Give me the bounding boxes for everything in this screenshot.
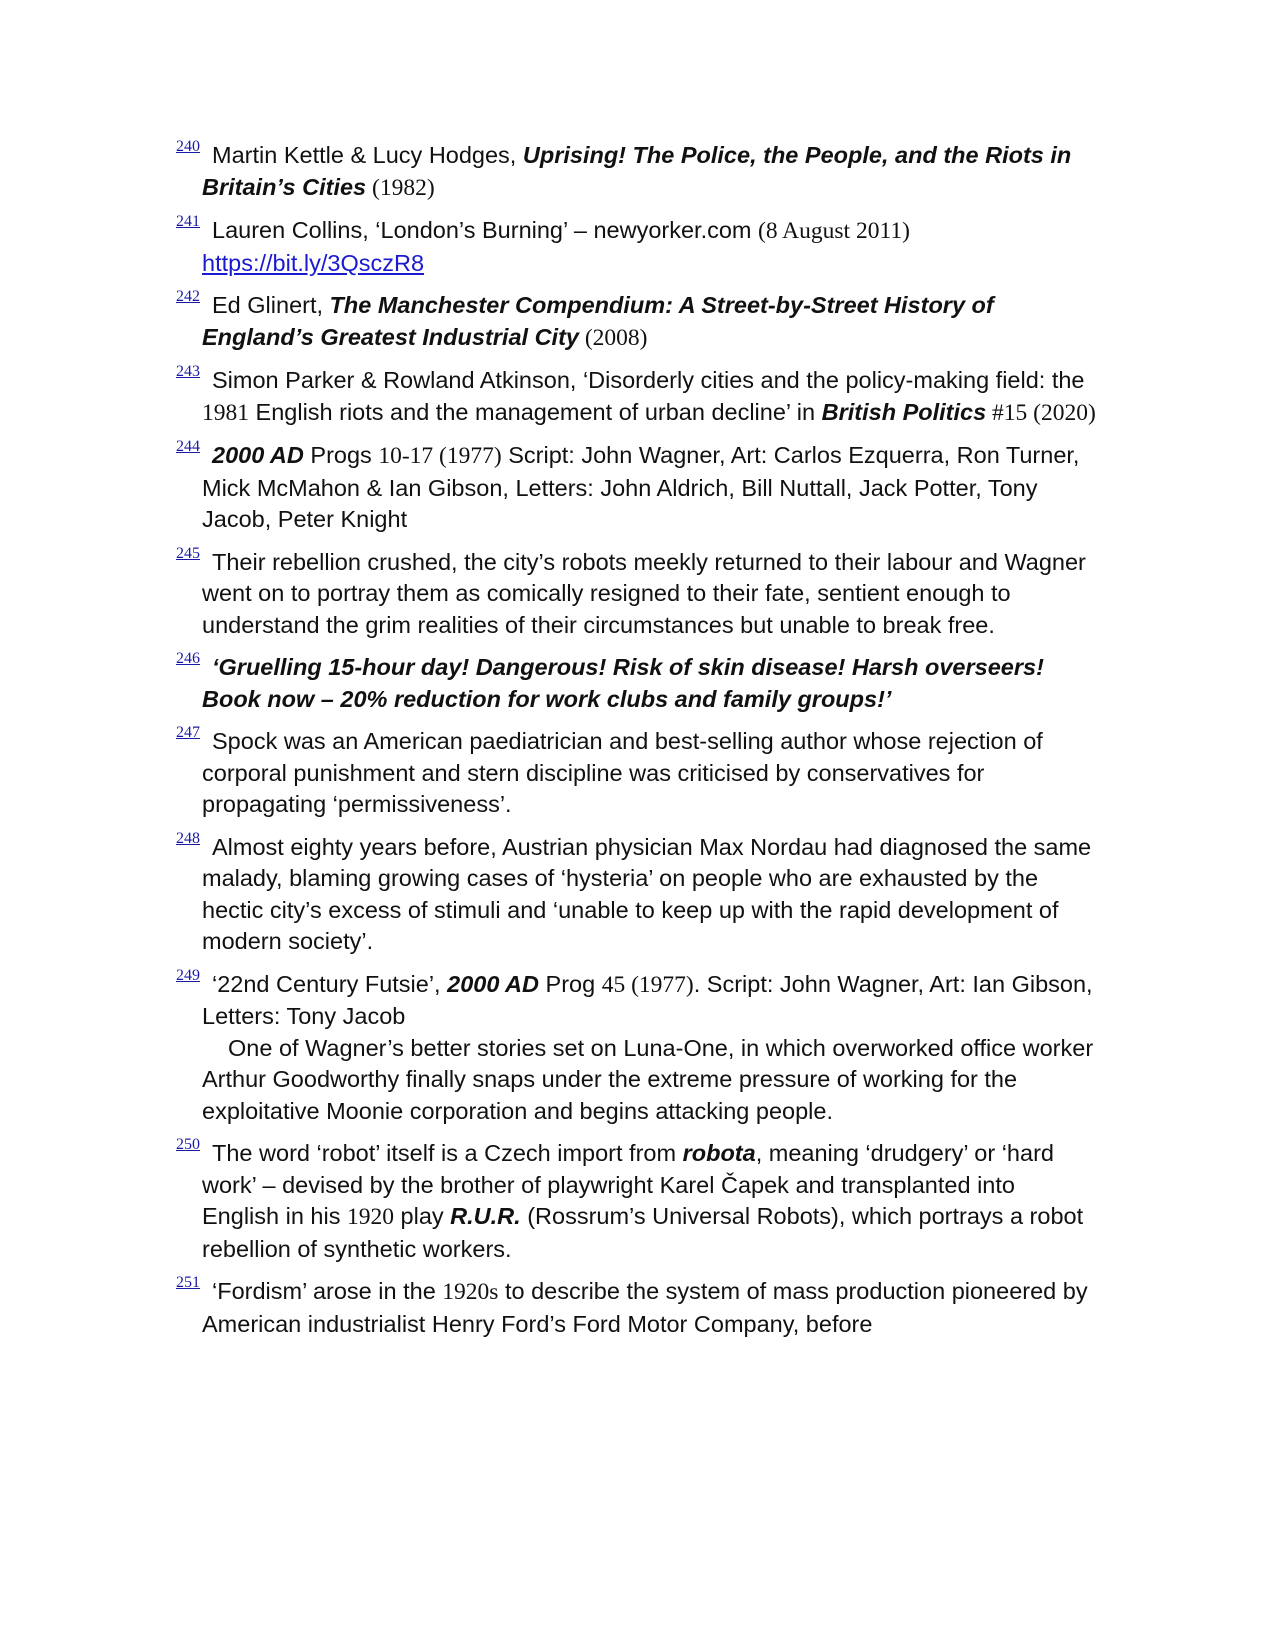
play-title: R.U.R. (450, 1203, 521, 1229)
endnote-247 (176, 726, 1096, 821)
note-text: Martin Kettle & Lucy Hodges, (212, 142, 523, 168)
article-url-link[interactable]: https://bit.ly/3QsczR8 (202, 249, 425, 276)
endnote-243 (176, 365, 1096, 429)
prog-numbers: 10-17 (1977) (378, 443, 502, 469)
note-text: ‘Fordism’ arose in the (212, 1278, 443, 1304)
footnote-link-246[interactable]: 246 (176, 650, 200, 667)
endnote-245 (176, 544, 1096, 642)
year: (1982) (366, 174, 435, 201)
note-text: play (394, 1203, 451, 1229)
note-text: . Script: John Wagner, Art: Ian Gibson, Letters: Tony Jacob (202, 970, 1093, 1029)
endnote-241 (176, 215, 1096, 279)
endnote-244 (176, 440, 1096, 536)
note-text: Spock was an American paediatrician and best-selling author whose rejection of corporal punishment and stern discipline was criticised by conservatives for propagating ‘permissiveness’. (202, 728, 1043, 817)
journal-title: British Politics (821, 398, 987, 425)
footnote-link-244[interactable]: 244 (176, 438, 200, 455)
comic-title: 2000 AD (447, 970, 540, 997)
footnote-link-240[interactable]: 240 (176, 138, 200, 155)
year: (2008) (578, 324, 648, 351)
endnote-249 (176, 966, 1096, 1128)
decade: 1920s (442, 1279, 499, 1305)
year: 1981 (202, 399, 249, 426)
footnote-link-247[interactable]: 247 (176, 724, 200, 741)
date: (8 August 2011) (758, 218, 910, 244)
endnote-248 (176, 829, 1096, 958)
note-text: Prog (539, 970, 602, 997)
note-text: Simon Parker & Rowland Atkinson, ‘Disorderly cities and the policy-making field: the (212, 367, 1085, 393)
endnote-240 (176, 140, 1096, 204)
footnote-link-248[interactable]: 248 (176, 829, 200, 847)
footnote-link-249[interactable]: 249 (176, 966, 200, 984)
comic-title: 2000 AD (212, 442, 304, 468)
note-text: English riots and the management of urban decline’ in (249, 398, 822, 425)
endnote-246 (176, 652, 1096, 715)
footnote-link-243[interactable]: 243 (176, 363, 200, 380)
word-robota: robota (682, 1140, 756, 1166)
note-text: Lauren Collins, ‘London’s Burning’ – newyorker.com (212, 217, 759, 243)
book-title: Uprising! The Police, the People, and the Riots in Britain’s Cities (202, 142, 1072, 200)
year: 1920 (347, 1204, 394, 1230)
endnote-250 (176, 1138, 1096, 1265)
endnote-242 (176, 290, 1096, 354)
note-text: , meaning ‘drudgery’ or ‘hard work’ – devised by the brother of playwright Karel Čapek and transplanted into English in his (202, 1140, 1054, 1229)
quoted-advert: ‘Gruelling 15-hour day! Dangerous! Risk of skin disease! Harsh overseers! Book now – 20% reduction for work clubs and family groups!’ (202, 654, 1044, 712)
note-text: (Rossrum’s Universal Robots), which portrays a robot rebellion of synthetic workers. (202, 1203, 1084, 1262)
note-text: Script: John Wagner, Art: Carlos Ezquerra, Ron Turner, Mick McMahon & Ian Gibson, Letters: John Aldrich, Bill Nuttall, Jack Potter, Tony Jacob, Peter Knight (202, 442, 1080, 532)
footnote-link-242[interactable]: 242 (176, 288, 200, 305)
note-text: The word ‘robot’ itself is a Czech import from (212, 1140, 683, 1166)
endnotes-page (176, 140, 1096, 1351)
note-text: Almost eighty years before, Austrian physician Max Nordau had diagnosed the same malady, blaming growing cases of ‘hysteria’ on people who are exhausted by the hectic city’s excess of stimuli and ‘unable to keep up with the rapid development of modern society’. (202, 833, 1092, 954)
footnote-link-245[interactable]: 245 (176, 544, 200, 562)
footnote-link-250[interactable]: 250 (176, 1136, 200, 1153)
endnote-251 (176, 1276, 1096, 1340)
note-text: Progs (303, 442, 379, 468)
footnote-link-241[interactable]: 241 (176, 213, 200, 230)
book-title: The Manchester Compendium: A Street-by-Street History of England’s Greatest Industrial City (202, 292, 994, 350)
note-text: Ed Glinert, (212, 292, 330, 318)
note-paragraph: One of Wagner’s better stories set on Luna-One, in which overworked office worker Arthur Goodworthy finally snaps under the extreme pressure of working for the exploitative Moonie corporation and begins attacking people. (202, 1034, 1094, 1124)
footnote-link-251[interactable]: 251 (176, 1274, 200, 1291)
note-text: ‘22nd Century Futsie’, (212, 970, 448, 997)
note-text: Their rebellion crushed, the city’s robots meekly returned to their labour and Wagner went on to portray them as comically resigned to their fate, sentient enough to understand the grim realities of their circumstances but unable to break free. (202, 548, 1086, 638)
issue: #15 (2020) (986, 399, 1096, 426)
note-text: to describe the system of mass production pioneered by American industrialist Henry Ford’s Ford Motor Company, before (202, 1278, 1088, 1337)
prog-number: 45 (1977) (601, 971, 694, 998)
